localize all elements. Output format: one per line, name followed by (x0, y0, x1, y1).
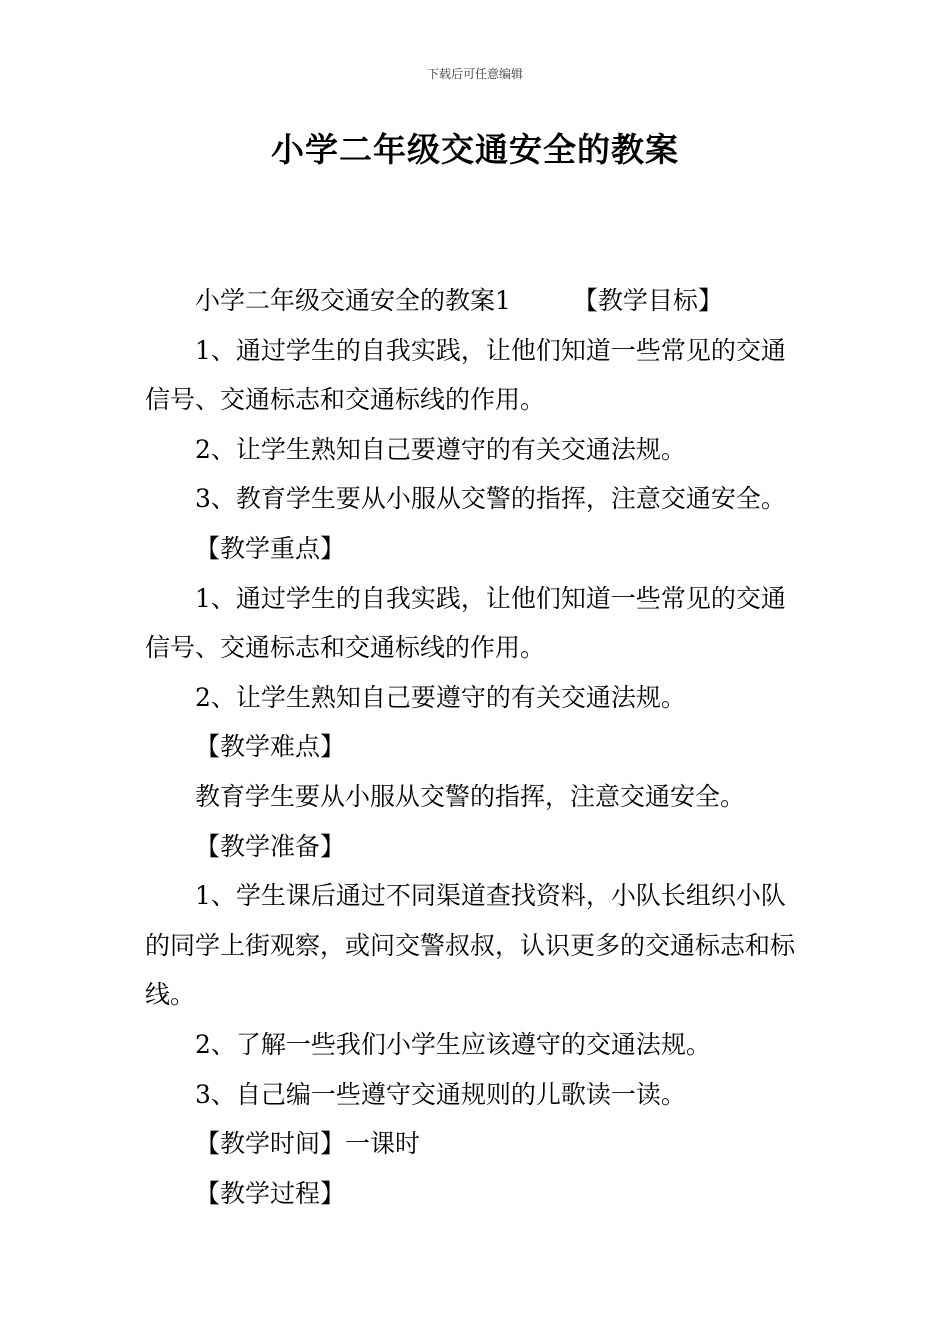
intro-line (145, 276, 810, 326)
key-point-2: 2、让学生熟知自己要遵守的有关交通法规。 (195, 682, 686, 712)
objective-3: 3、教育学生要从小服从交警的指挥，注意交通安全。 (195, 484, 786, 514)
objective-1: 1、通过学生的自我实践，让他们知道一些常见的交通信号、交通标志和交通标线的作用。 (145, 335, 786, 415)
document-body (145, 276, 810, 1218)
preparation-heading: 【教学准备】 (195, 831, 346, 861)
objective-2: 2、让学生熟知自己要遵守的有关交通法规。 (195, 434, 686, 464)
document-title: 小学二年级交通安全的教案 (271, 130, 679, 169)
preparation-3: 3、自己编一些遵守交通规则的儿歌读一读。 (195, 1079, 686, 1109)
key-points-heading: 【教学重点】 (195, 533, 346, 563)
difficulties-heading: 【教学难点】 (195, 732, 346, 762)
header-note: 下载后可任意编辑 (426, 67, 523, 81)
teaching-time: 【教学时间】一课时 (195, 1129, 421, 1159)
objectives-heading: 【教学目标】 (572, 286, 723, 315)
preparation-2: 2、了解一些我们小学生应该遵守的交通法规。 (195, 1029, 711, 1059)
preparation-1: 1、学生课后通过不同渠道查找资料，小队长组织小队的同学上街观察，或问交警叔叔，认识更多的交通标志和标线。 (145, 881, 796, 1010)
difficulty-1: 教育学生要从小服从交警的指挥，注意交通安全。 (195, 781, 746, 811)
key-point-1: 1、通过学生的自我实践，让他们知道一些常见的交通信号、交通标志和交通标线的作用。 (145, 583, 786, 663)
lesson-name: 小学二年级交通安全的教案1 (195, 286, 511, 315)
process-heading: 【教学过程】 (195, 1178, 346, 1208)
